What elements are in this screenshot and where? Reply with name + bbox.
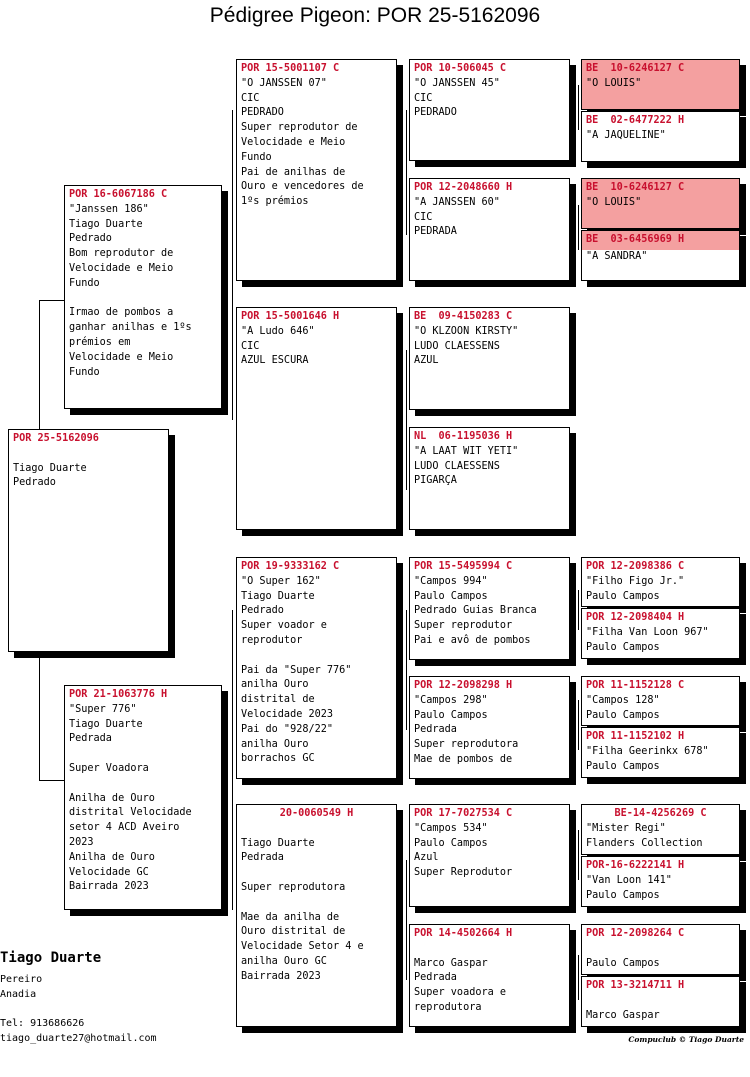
pigeon-card-dsd[interactable] bbox=[409, 676, 570, 779]
pigeon-card-dss[interactable] bbox=[409, 557, 570, 660]
bird-details: Marco Gaspar bbox=[586, 1009, 660, 1021]
pigeon-card-ssd[interactable] bbox=[409, 178, 570, 281]
ring-number: POR 15-5495994 C bbox=[414, 561, 513, 572]
pigeon-card-g12[interactable] bbox=[581, 727, 740, 778]
pigeon-card-g13[interactable] bbox=[581, 804, 740, 855]
connector bbox=[578, 830, 579, 880]
ring-number: BE 02-6477222 H bbox=[586, 115, 685, 126]
ring-number: POR 12-2098386 C bbox=[586, 561, 685, 572]
connector bbox=[406, 860, 407, 980]
bird-details: "Campos 128" Paulo Campos bbox=[586, 694, 660, 721]
bird-details: "A SANDRA" bbox=[586, 250, 648, 262]
bird-details: Paulo Campos bbox=[586, 957, 660, 969]
pigeon-card-sds[interactable] bbox=[409, 307, 570, 410]
ring-number: BE-14-4256269 C bbox=[614, 808, 707, 819]
connector bbox=[406, 350, 407, 490]
bird-details: "Van Loon 141" Paulo Campos bbox=[586, 874, 672, 901]
ring-number: POR 12-2098298 H bbox=[414, 680, 513, 691]
bird-details: "O LOUIS" bbox=[586, 196, 642, 208]
ring-number: POR 15-5001107 C bbox=[241, 63, 340, 74]
ring-number: BE 10-6246127 C bbox=[586, 63, 685, 74]
pigeon-card-ddd[interactable] bbox=[409, 924, 570, 1027]
pigeon-card-g2[interactable] bbox=[581, 111, 740, 162]
bird-details: "A JANSSEN 60" CIC PEDRADA bbox=[414, 196, 500, 238]
connector bbox=[406, 610, 407, 730]
ring-number: BE 09-4150283 C bbox=[414, 311, 513, 322]
ring-number: POR 12-2098404 H bbox=[586, 612, 685, 623]
ring-number: BE 10-6246127 C bbox=[586, 182, 685, 193]
pigeon-card-dam-sire[interactable] bbox=[236, 557, 397, 779]
bird-details: "Campos 298" Paulo Campos Pedrada Super reprodutora Mae de pombos de bbox=[414, 694, 519, 765]
connector bbox=[39, 780, 65, 781]
ring-number: POR 11-1152128 C bbox=[586, 680, 685, 691]
ring-number: POR 10-506045 C bbox=[414, 63, 507, 74]
ring-number: POR 17-7027534 C bbox=[414, 808, 513, 819]
bird-details: "O KLZOON KIRSTY" LUDO CLAESSENS AZUL bbox=[414, 325, 519, 367]
connector bbox=[578, 955, 579, 1000]
bird-details: Tiago Duarte Pedrado bbox=[13, 462, 87, 489]
ring-number: POR 25-5162096 bbox=[13, 433, 99, 444]
bird-details: "O LOUIS" bbox=[586, 77, 642, 89]
bird-details: "A JAQUELINE" bbox=[586, 129, 666, 141]
bird-details: "Filho Figo Jr." Paulo Campos bbox=[586, 575, 685, 602]
connector bbox=[578, 205, 579, 250]
pigeon-card-dds[interactable] bbox=[409, 804, 570, 907]
pigeon-card-dam[interactable] bbox=[64, 685, 222, 910]
pigeon-card-g14[interactable] bbox=[581, 856, 740, 907]
pigeon-card-g11[interactable] bbox=[581, 676, 740, 726]
connector bbox=[578, 590, 579, 630]
pigeon-card-dam-dam[interactable] bbox=[236, 804, 397, 1027]
ring-number: 20-0060549 H bbox=[279, 808, 354, 819]
page-title: Pédigree Pigeon: POR 25-5162096 bbox=[209, 4, 541, 27]
pigeon-card-g4[interactable] bbox=[581, 230, 740, 281]
pigeon-card-sss[interactable] bbox=[409, 59, 570, 161]
ring-number: POR 15-5001646 H bbox=[241, 311, 340, 322]
owner-contact: Pereiro Anadia Tel: 913686626 tiago_duarte27@hotmail.com bbox=[0, 974, 157, 1045]
bird-details: "O JANSSEN 45" CIC PEDRADO bbox=[414, 77, 500, 119]
pigeon-card-g9[interactable] bbox=[581, 557, 740, 607]
connector bbox=[578, 85, 579, 130]
connector bbox=[406, 110, 407, 235]
pigeon-card-sire-sire[interactable] bbox=[236, 59, 397, 281]
owner-name: Tiago Duarte bbox=[0, 950, 102, 966]
ring-number: POR 16-6067186 C bbox=[69, 189, 168, 200]
ring-number: POR 12-2048660 H bbox=[414, 182, 513, 193]
pigeon-card-subject[interactable] bbox=[8, 429, 169, 652]
bird-details: Marco Gaspar Pedrada Super voadora e reprodutora bbox=[414, 957, 507, 1013]
pigeon-card-sire[interactable] bbox=[64, 185, 222, 409]
ring-number: POR 21-1063776 H bbox=[69, 689, 168, 700]
bird-details: "Janssen 186" Tiago Duarte Pedrado Bom reprodutor de Velocidade e Meio Fundo Irmao de pombos a ganhar anilhas e 1ºs prémios em Velocidade e Meio Fundo bbox=[69, 203, 192, 378]
pigeon-card-g10[interactable] bbox=[581, 608, 740, 659]
footer-credit: Compuclub © Tiago Duarte bbox=[628, 1035, 744, 1044]
ring-number: POR 14-4502664 H bbox=[414, 928, 513, 939]
pigeon-card-sire-dam[interactable] bbox=[236, 307, 397, 530]
bird-details: "Filha Van Loon 967" Paulo Campos bbox=[586, 626, 709, 653]
bird-details: "Filha Geerinkx 678" Paulo Campos bbox=[586, 745, 709, 772]
bird-details: "Super 776" Tiago Duarte Pedrada Super Voadora Anilha de Ouro distrital Velocidade setor 4 ACD Aveiro 2023 Anilha de Ouro Velocidade GC Bairrada 2023 bbox=[69, 703, 192, 893]
connector bbox=[232, 610, 233, 910]
bird-details: "O JANSSEN 07" CIC PEDRADO Super reprodutor de Velocidade e Meio Fundo Pai de anilhas de Ouro e vencedores de 1ºs prémios bbox=[241, 77, 364, 208]
ring-number: POR 12-2098264 C bbox=[586, 928, 685, 939]
bird-details: "A Ludo 646" CIC AZUL ESCURA bbox=[241, 325, 315, 367]
ring-number: POR 13-3214711 H bbox=[586, 980, 685, 991]
bird-details: "Campos 994" Paulo Campos Pedrado Guias Branca Super reprodutor Pai e avô de pombos bbox=[414, 575, 537, 646]
bird-details: "Campos 534" Paulo Campos Azul Super Reprodutor bbox=[414, 822, 513, 879]
ring-number: BE 03-6456969 H bbox=[582, 231, 739, 250]
pigeon-card-sdd[interactable] bbox=[409, 427, 570, 530]
pigeon-card-g3[interactable] bbox=[581, 178, 740, 229]
ring-number: POR-16-6222141 H bbox=[586, 860, 685, 871]
bird-details: Tiago Duarte Pedrada Super reprodutora Mae da anilha de Ouro distrital de Velocidade Setor 4 e anilha Ouro GC Bairrada 2023 bbox=[241, 837, 364, 982]
connector bbox=[39, 300, 65, 301]
connector bbox=[232, 110, 233, 420]
bird-details: "A LAAT WIT YETI" LUDO CLAESSENS PIGARÇA bbox=[414, 445, 519, 487]
bird-details: "Mister Regi" Flanders Collection bbox=[586, 822, 703, 849]
connector bbox=[578, 700, 579, 750]
pigeon-card-g1[interactable] bbox=[581, 59, 740, 110]
ring-number: POR 11-1152102 H bbox=[586, 731, 685, 742]
bird-details: "O Super 162" Tiago Duarte Pedrado Super voador e reprodutor Pai da "Super 776" anilha Ouro distrital de Velocidade 2023 Pai do "928/22" anilha Ouro borrachos GC bbox=[241, 575, 352, 765]
ring-number: NL 06-1195036 H bbox=[414, 431, 513, 442]
ring-number: POR 19-9333162 C bbox=[241, 561, 340, 572]
pigeon-card-g15[interactable] bbox=[581, 924, 740, 975]
pigeon-card-g16[interactable] bbox=[581, 976, 740, 1027]
